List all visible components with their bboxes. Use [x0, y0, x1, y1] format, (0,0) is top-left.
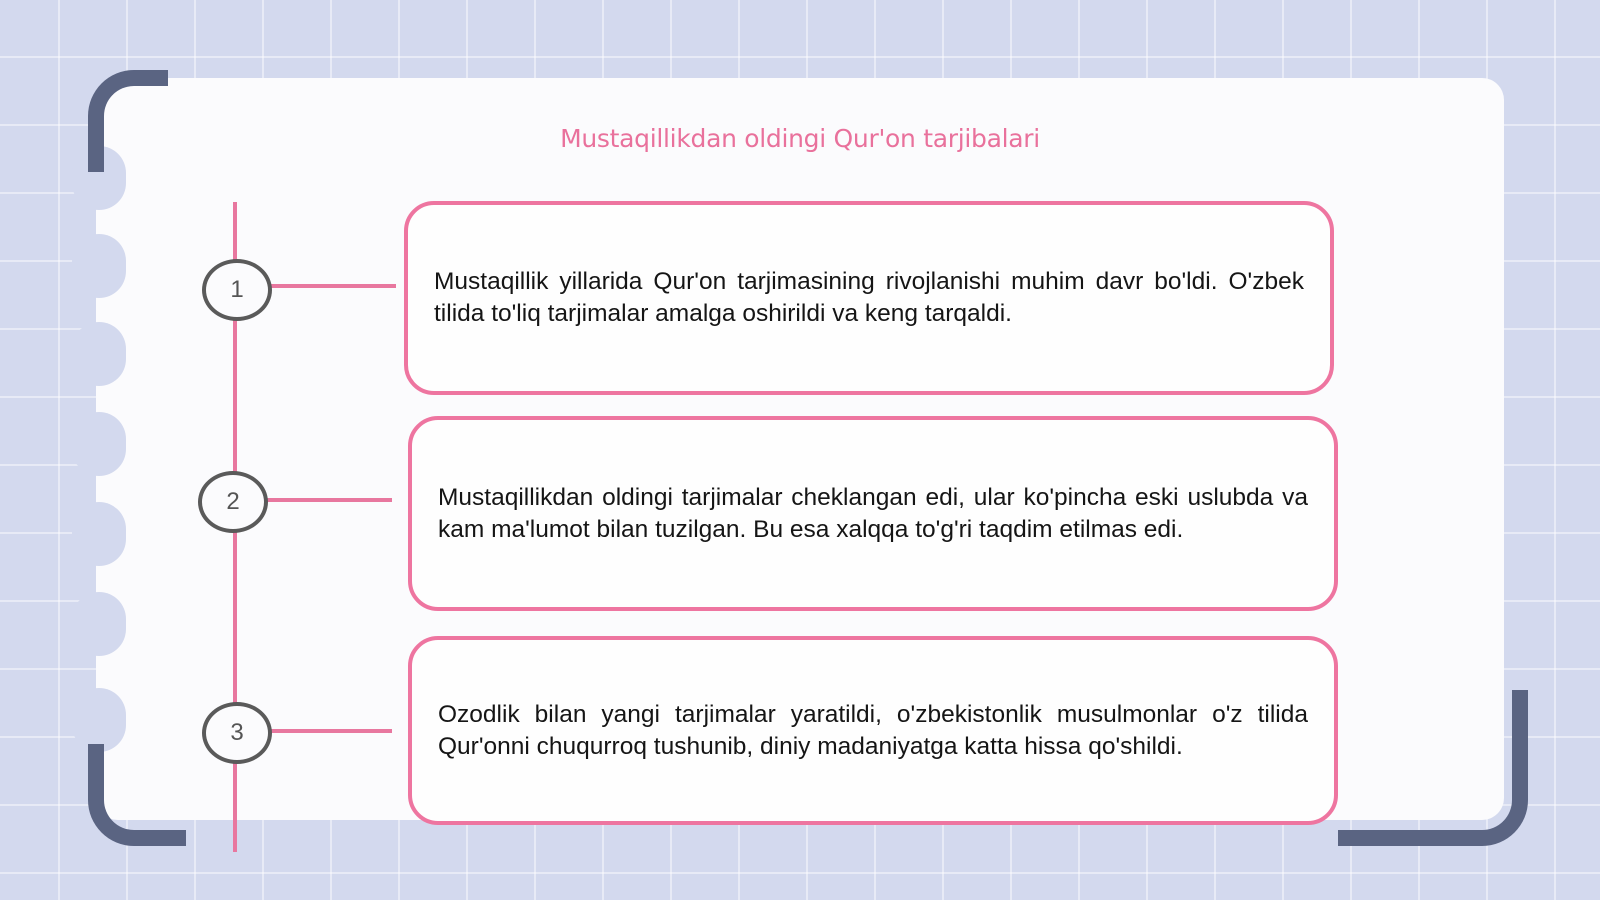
corner-bracket-top-left: [88, 70, 168, 172]
binder-hole: [72, 688, 126, 752]
timeline-step-number: 2: [198, 471, 268, 533]
timeline-card-text: Mustaqillikdan oldingi tarjimalar cheklangan edi, ular ko'pincha eski uslubda va kam ma'lumot bilan tuzilgan. Bu esa xalqqa to'g'ri taqdim etilmas edi.: [438, 483, 1308, 543]
timeline-card: [408, 416, 1338, 611]
timeline-step-number: 1: [202, 259, 272, 321]
timeline-card: [408, 636, 1338, 825]
timeline-step-number: 3: [202, 702, 272, 764]
timeline-connector: [268, 729, 392, 733]
timeline-card-text: Mustaqillik yillarida Qur'on tarjimasining rivojlanishi muhim davr bo'ldi. O'zbek tilida to'liq tarjimalar amalga oshirildi va keng tarqaldi.: [434, 268, 1304, 327]
timeline-connector: [264, 498, 392, 502]
corner-bracket-bottom-left: [88, 744, 186, 846]
binder-hole: [72, 322, 126, 386]
binder-hole: [72, 502, 126, 566]
corner-bracket-bottom-right: [1338, 690, 1528, 846]
timeline-connector: [268, 284, 396, 288]
timeline-card-text: Ozodlik bilan yangi tarjimalar yaratildi, o'zbekistonlik musulmonlar o'z tilida Qur'onni chuqurroq tushunib, diniy madaniyatga katta hissa qo'shildi.: [438, 700, 1308, 760]
slide-title: Mustaqillikdan oldingi Qur'on tarjibalari: [560, 124, 1040, 153]
binder-hole: [72, 592, 126, 656]
binder-hole: [72, 234, 126, 298]
binder-hole: [72, 412, 126, 476]
timeline-card: [404, 201, 1334, 395]
